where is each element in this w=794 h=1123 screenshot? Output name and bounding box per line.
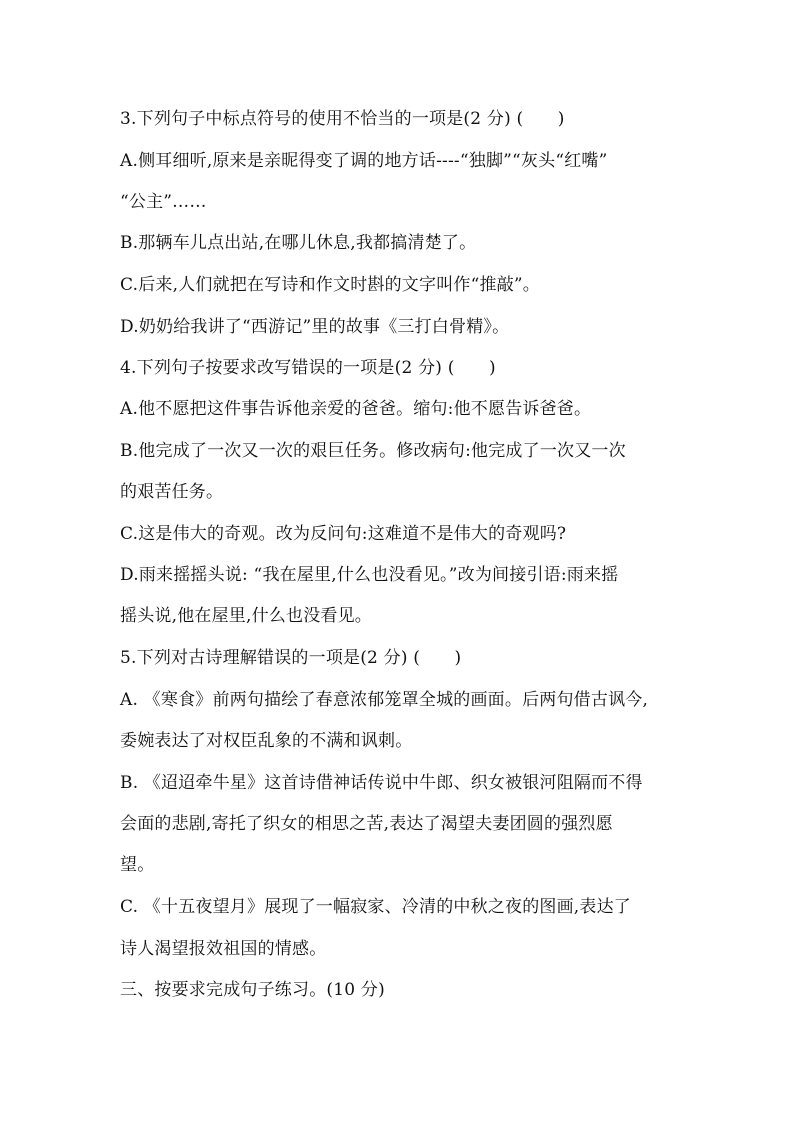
question-5-option-b: B. 《迢迢牵牛星》这首诗借神话传说中牛郎、织女被银河阻隔而不得	[120, 773, 643, 793]
question-4-option-c: C.这是伟大的奇观。改为反问句:这难道不是伟大的奇观吗?	[120, 524, 567, 544]
question-4-option-d: D.雨来摇摇头说: “我在屋里,什么也没看见。”改为间接引语:雨来摇	[120, 565, 619, 585]
question-3-option-d: D.奶奶给我讲了“西游记”里的故事《三打白骨精》。	[120, 317, 510, 337]
question-4-option-b-continued: 的艰苦任务。	[120, 482, 224, 502]
question-3-option-b: B.那辆车儿点出站,在哪儿休息,我都搞清楚了。	[120, 233, 477, 253]
question-5-option-c: C. 《十五夜望月》展现了一幅寂家、冷清的中秋之夜的图画,表达了	[120, 897, 632, 917]
question-4-option-a: A.他不愿把这件事告诉他亲爱的爸爸。缩句:他不愿告诉爸爸。	[120, 399, 592, 419]
question-5-option-b-end: 望。	[120, 855, 155, 875]
question-4-option-b: B.他完成了一次又一次的艰巨任务。修改病句:他完成了一次又一次	[120, 441, 626, 461]
section-3-heading: 三、按要求完成句子练习。(10 分)	[120, 980, 385, 1000]
question-5-stem: 5.下列对古诗理解错误的一项是(2 分) ( )	[120, 648, 462, 668]
question-3-option-a: A.侧耳细听,原来是亲昵得变了调的地方话----“独脚”“灰头“红嘴”	[120, 151, 608, 171]
question-3-option-c: C.后来,人们就把在写诗和作文时斟的文字叫作“推敲”。	[120, 275, 540, 295]
question-5-option-a: A. 《寒食》前两句描绘了春意浓郁笼罩全城的画面。后两句借古讽今,	[120, 690, 649, 710]
question-3-option-a-continued: “公主”……	[120, 192, 207, 212]
question-5-option-a-continued: 委婉表达了对权臣乱象的不满和讽刺。	[120, 731, 413, 751]
question-3-stem: 3.下列句子中标点符号的使用不恰当的一项是(2 分) ( )	[120, 109, 565, 129]
question-5-option-b-continued: 会面的悲剧,寄托了织女的相思之苦,表达了渴望夫妻团圆的强烈愿	[120, 814, 613, 834]
question-4-option-d-continued: 摇头说,他在屋里,什么也没看见。	[120, 606, 373, 626]
question-4-stem: 4.下列句子按要求改写错误的一项是(2 分) ( )	[120, 358, 496, 378]
question-5-option-c-continued: 诗人渴望报效祖国的情感。	[120, 939, 327, 959]
